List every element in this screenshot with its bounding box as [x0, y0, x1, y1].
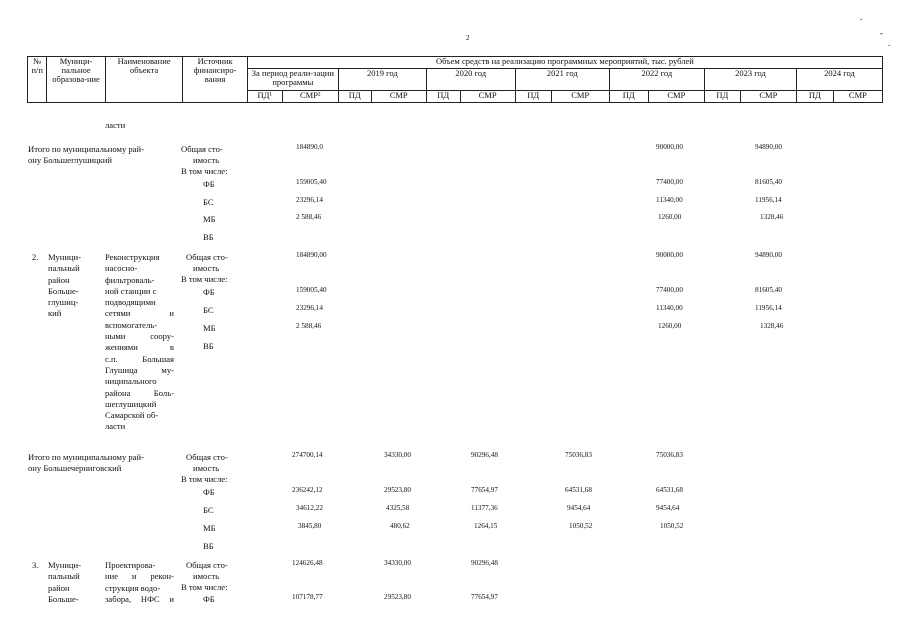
- source-cell: ФБ: [203, 487, 215, 497]
- col-pd-header: ПД: [796, 91, 833, 103]
- col-pd-header: ПД¹: [247, 91, 282, 103]
- value-cell: 1264,15: [474, 522, 498, 530]
- col-source-header: Источник финансиро-вания: [183, 57, 247, 103]
- value-cell: 90000,00: [656, 251, 683, 259]
- source-cell: МБ: [203, 323, 216, 333]
- value-cell: 23296,14: [296, 304, 323, 312]
- col-num-header: № п/п: [28, 57, 47, 103]
- col-pd-header: ПД: [426, 91, 460, 103]
- value-cell: 90296,48: [471, 451, 498, 459]
- source-cell: ФБ: [203, 179, 215, 189]
- col-object-header: Наименование объекта: [105, 57, 183, 103]
- value-cell: 90000,00: [656, 143, 683, 151]
- source-cell: Общая сто-: [186, 560, 228, 570]
- value-cell: 34612,22: [296, 504, 323, 512]
- row-number: 3.: [32, 560, 39, 570]
- col-pd-header: ПД: [338, 91, 371, 103]
- source-cell: БС: [203, 197, 214, 207]
- col-year-header: 2023 год: [704, 69, 796, 91]
- source-cell: имость: [193, 571, 220, 581]
- col-year-header: 2021 год: [515, 69, 609, 91]
- value-cell: 11956,14: [755, 196, 782, 204]
- total-label: Итого по муниципальному рай-: [28, 144, 144, 154]
- source-cell: ВБ: [203, 541, 214, 551]
- col-pd-header: ПД: [609, 91, 648, 103]
- source-cell: БС: [203, 505, 214, 515]
- source-cell: ФБ: [203, 287, 215, 297]
- source-cell: МБ: [203, 214, 216, 224]
- col-smr-header: СМР: [740, 91, 796, 103]
- col-smr-header: СМР: [551, 91, 609, 103]
- value-cell: 159005,40: [296, 178, 327, 186]
- value-cell: 480,62: [390, 522, 410, 530]
- value-cell: 1050,52: [569, 522, 593, 530]
- value-cell: 1328,46: [760, 213, 784, 221]
- source-cell: В том числе:: [181, 474, 228, 484]
- value-cell: 77400,00: [656, 178, 683, 186]
- total-label: Итого по муниципальному рай-: [28, 452, 144, 462]
- source-cell: МБ: [203, 523, 216, 533]
- value-cell: 94890,00: [755, 251, 782, 259]
- value-cell: 29523,80: [384, 486, 411, 494]
- value-cell: 1328,46: [760, 322, 784, 330]
- value-cell: 90296,48: [471, 559, 498, 567]
- value-cell: 81605,40: [755, 286, 782, 294]
- value-cell: 124626,48: [292, 559, 323, 567]
- municipality-cell: Муници- пальный район Больше- глушиц- кий: [48, 252, 81, 319]
- source-cell: В том числе:: [181, 582, 228, 592]
- row-number: 2.: [32, 252, 39, 262]
- value-cell: 11956,14: [755, 304, 782, 312]
- col-year-header: 2019 год: [338, 69, 426, 91]
- value-cell: 11377,36: [471, 504, 498, 512]
- source-cell: Общая сто-: [186, 452, 228, 462]
- value-cell: 34330,00: [384, 559, 411, 567]
- col-year-header: 2024 год: [796, 69, 882, 91]
- value-cell: 77654,97: [471, 486, 498, 494]
- col-smr-header: СМР: [371, 91, 426, 103]
- value-cell: 2 588,46: [296, 213, 322, 221]
- value-cell: 94890,00: [755, 143, 782, 151]
- value-cell: 77400,00: [656, 286, 683, 294]
- table-header: [27, 56, 883, 103]
- value-cell: 75036,83: [565, 451, 592, 459]
- value-cell: 2 588,46: [296, 322, 322, 330]
- col-smr-header: СМР: [648, 91, 704, 103]
- value-cell: 77654,97: [471, 593, 498, 601]
- source-cell: Общая сто-: [186, 252, 228, 262]
- col-pd-header: ПД: [704, 91, 740, 103]
- total-label: ону Большеглушицкий: [28, 155, 112, 165]
- source-cell: ВБ: [203, 341, 214, 351]
- value-cell: 236242,12: [292, 486, 323, 494]
- value-cell: 159005,40: [296, 286, 327, 294]
- value-cell: 1260,00: [658, 322, 682, 330]
- source-cell: Общая сто-: [181, 144, 223, 154]
- source-cell: БС: [203, 305, 214, 315]
- total-label: ону Большечерниговский: [28, 463, 122, 473]
- value-cell: 107178,77: [292, 593, 323, 601]
- scan-speck: .: [860, 12, 863, 22]
- col-year-header: 2022 год: [609, 69, 704, 91]
- value-cell: 64531,68: [565, 486, 592, 494]
- scan-speck: -: [880, 28, 883, 38]
- source-cell: имость: [193, 263, 220, 273]
- value-cell: 81605,40: [755, 178, 782, 186]
- value-cell: 4325,58: [386, 504, 410, 512]
- source-cell: В том числе:: [181, 274, 228, 284]
- value-cell: 9454,64: [567, 504, 591, 512]
- value-cell: 1260,00: [658, 213, 682, 221]
- value-cell: 1050,52: [660, 522, 684, 530]
- page-number: 2: [466, 34, 470, 42]
- object-name-cell: Реконструкция насосно- фильтроваль- ной станции с подводящими сетями и вспомогатель- ными соору- жениями в с.п. Большая Глушица му- ниципального района Боль- шеглушицкий Самарской об- ласти: [105, 252, 174, 432]
- value-cell: 184890,00: [296, 251, 327, 259]
- value-cell: 11340,00: [656, 196, 683, 204]
- value-cell: 3845,80: [298, 522, 322, 530]
- col-pd-header: ПД: [515, 91, 551, 103]
- value-cell: 274700,14: [292, 451, 323, 459]
- value-cell: 75036,83: [656, 451, 683, 459]
- source-cell: ВБ: [203, 232, 214, 242]
- value-cell: 11340,00: [656, 304, 683, 312]
- col-volume-header: Объем средств на реализацию программных мероприятий, тыс. рублей: [247, 57, 882, 69]
- value-cell: 184890,0: [296, 143, 323, 151]
- value-cell: 23296,14: [296, 196, 323, 204]
- col-smr-header: СМР: [833, 91, 882, 103]
- col-smr-header: СМР: [460, 91, 515, 103]
- source-cell: имость: [193, 463, 220, 473]
- carry-over-text: ласти: [105, 120, 126, 130]
- source-cell: В том числе:: [181, 166, 228, 176]
- value-cell: 64531,68: [656, 486, 683, 494]
- value-cell: 9454,64: [656, 504, 680, 512]
- value-cell: 29523,80: [384, 593, 411, 601]
- value-cell: 34330,00: [384, 451, 411, 459]
- col-smr-header: СМР²: [282, 91, 338, 103]
- object-name-cell: Проектирова- ние и рекон- струкция водо- забора, НФС и: [105, 560, 174, 604]
- municipality-cell: Муници- пальный район Больше-: [48, 560, 81, 604]
- col-year-header: 2020 год: [426, 69, 515, 91]
- source-cell: имость: [193, 155, 220, 165]
- source-cell: ФБ: [203, 594, 215, 604]
- scan-speck: .: [888, 38, 891, 48]
- col-municipality-header: Муници-пальное образова-ние: [47, 57, 105, 103]
- col-period-header: За период реали-зации программы: [247, 69, 338, 91]
